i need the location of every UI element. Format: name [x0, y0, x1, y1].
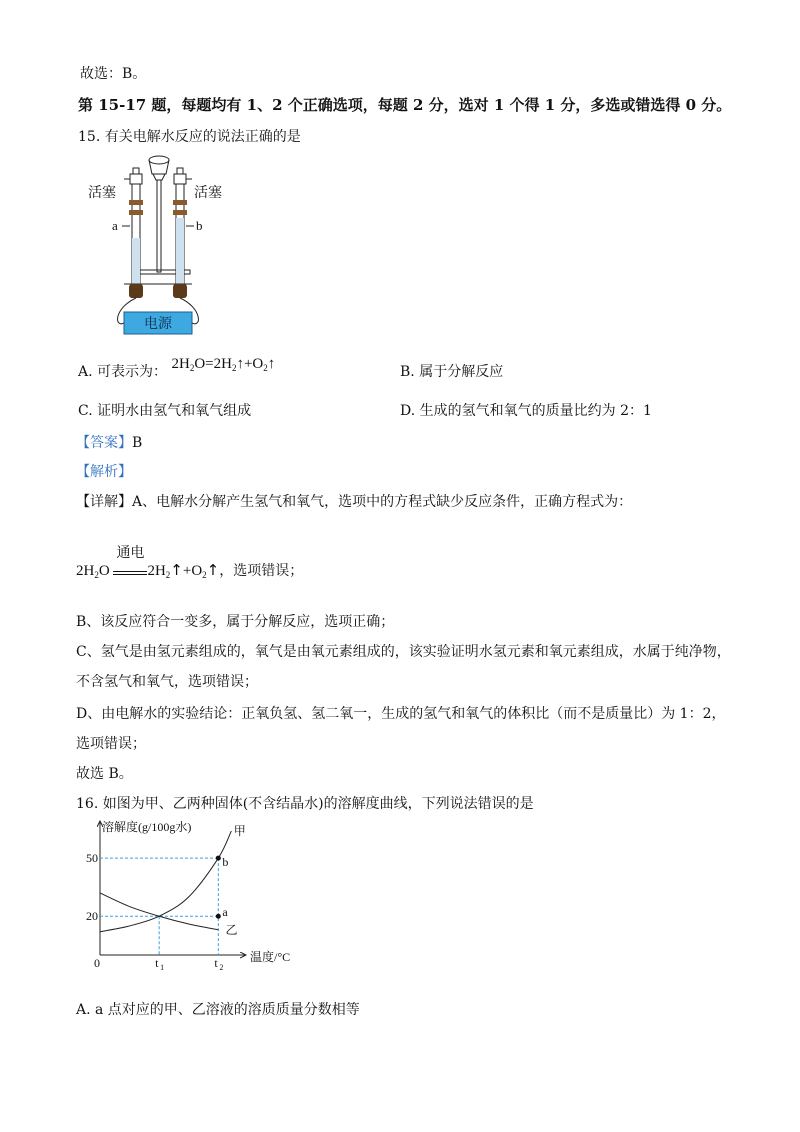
detail-c-line-1: C、氢气是由氢元素组成的，氧气是由氧元素组成的，该实验证明水氢元素和氧元素组成，水属于纯净物，: [76, 644, 731, 660]
point-label-a: a: [222, 905, 228, 920]
reaction-condition-label: 通电: [116, 546, 145, 561]
y-tick-20: 20: [86, 909, 98, 924]
reaction-condition-arrow: [113, 546, 147, 575]
x-tick-sub-2: 2: [219, 963, 224, 972]
detail-label: 【详解】: [76, 494, 132, 510]
series-line-yi: [100, 893, 218, 930]
solubility-curve-chart: [84, 815, 314, 975]
detail-a-line: [76, 492, 632, 512]
origin-label: 0: [94, 956, 100, 970]
analysis-label: 【解析】: [76, 464, 132, 480]
option-c-15: C. 证明水由氢气和氧气组成: [78, 403, 252, 419]
equation-tail: ，选项错误；: [219, 563, 304, 579]
option-d-15: D. 生成的氢气和氧气的质量比约为 2：1: [400, 403, 652, 419]
correct-equation: $2H_2O$ 通电 $2H_2↑+O_2↑$，选项错误；: [76, 546, 304, 580]
option-a-prefix: A. 可表示为：: [78, 364, 168, 380]
y-axis-label: 溶解度(g/100g水): [102, 820, 192, 834]
tube-b-label: b: [196, 218, 203, 233]
conclusion: 故选 B。: [76, 766, 133, 782]
section-header: 第 15-17 题，每题均有 1、2 个正确选项，每题 2 分，选对 1 个得 1 分，多选或错选得 0 分。: [78, 96, 732, 114]
point-a: [216, 914, 221, 919]
x-tick-t2: t: [214, 956, 218, 970]
option-a-15: [78, 356, 276, 386]
detail-c-line-2: 不含氢气和氧气，选项错误；: [76, 674, 258, 690]
answer-label: 【答案】: [76, 435, 132, 451]
y-tick-50: 50: [86, 851, 98, 866]
stopcock-left-label: 活塞: [88, 186, 116, 201]
series-label-jia: 甲: [233, 823, 246, 838]
detail-d-line-2: 选项错误；: [76, 736, 146, 752]
option-a-equation: $2H_2O=2H_2↑+O_2↑$: [171, 356, 276, 373]
x-tick-t1: t: [155, 956, 159, 970]
answer-line: [76, 433, 142, 453]
answer-value: B: [132, 435, 143, 451]
point-label-b: b: [222, 855, 229, 870]
point-b: [216, 856, 221, 861]
power-supply-label: 电源: [144, 317, 172, 332]
tube-a-label: a: [112, 218, 118, 233]
previous-answer: 故选：B。: [80, 66, 147, 82]
electrolysis-apparatus-figure: [84, 148, 254, 338]
detail-d-line-1: D、由电解水的实验结论：正氧负氢、氢二氧一，生成的氢气和氧气的体积比（而不是质量比）为 1：2，: [76, 706, 726, 722]
option-a-16: A. a 点对应的甲、乙溶液的溶质质量分数相等: [76, 1002, 360, 1018]
series-label-yi: 乙: [225, 922, 238, 937]
option-b-15: B. 属于分解反应: [400, 364, 504, 380]
stopcock-right-label: 活塞: [194, 186, 222, 201]
question-16-stem: 16. 如图为甲、乙两种固体(不含结晶水)的溶解度曲线，下列说法错误的是: [76, 796, 534, 812]
x-tick-sub-1: 1: [160, 963, 165, 972]
detail-b: B、该反应符合一变多，属于分解反应，选项正确；: [76, 614, 395, 630]
detail-a-text: A、电解水分解产生氢气和氧气，选项中的方程式缺少反应条件，正确方程式为：: [132, 494, 633, 510]
x-axis-label: 温度/°C: [250, 950, 291, 964]
question-15-stem: 15. 有关电解水反应的说法正确的是: [78, 129, 301, 145]
